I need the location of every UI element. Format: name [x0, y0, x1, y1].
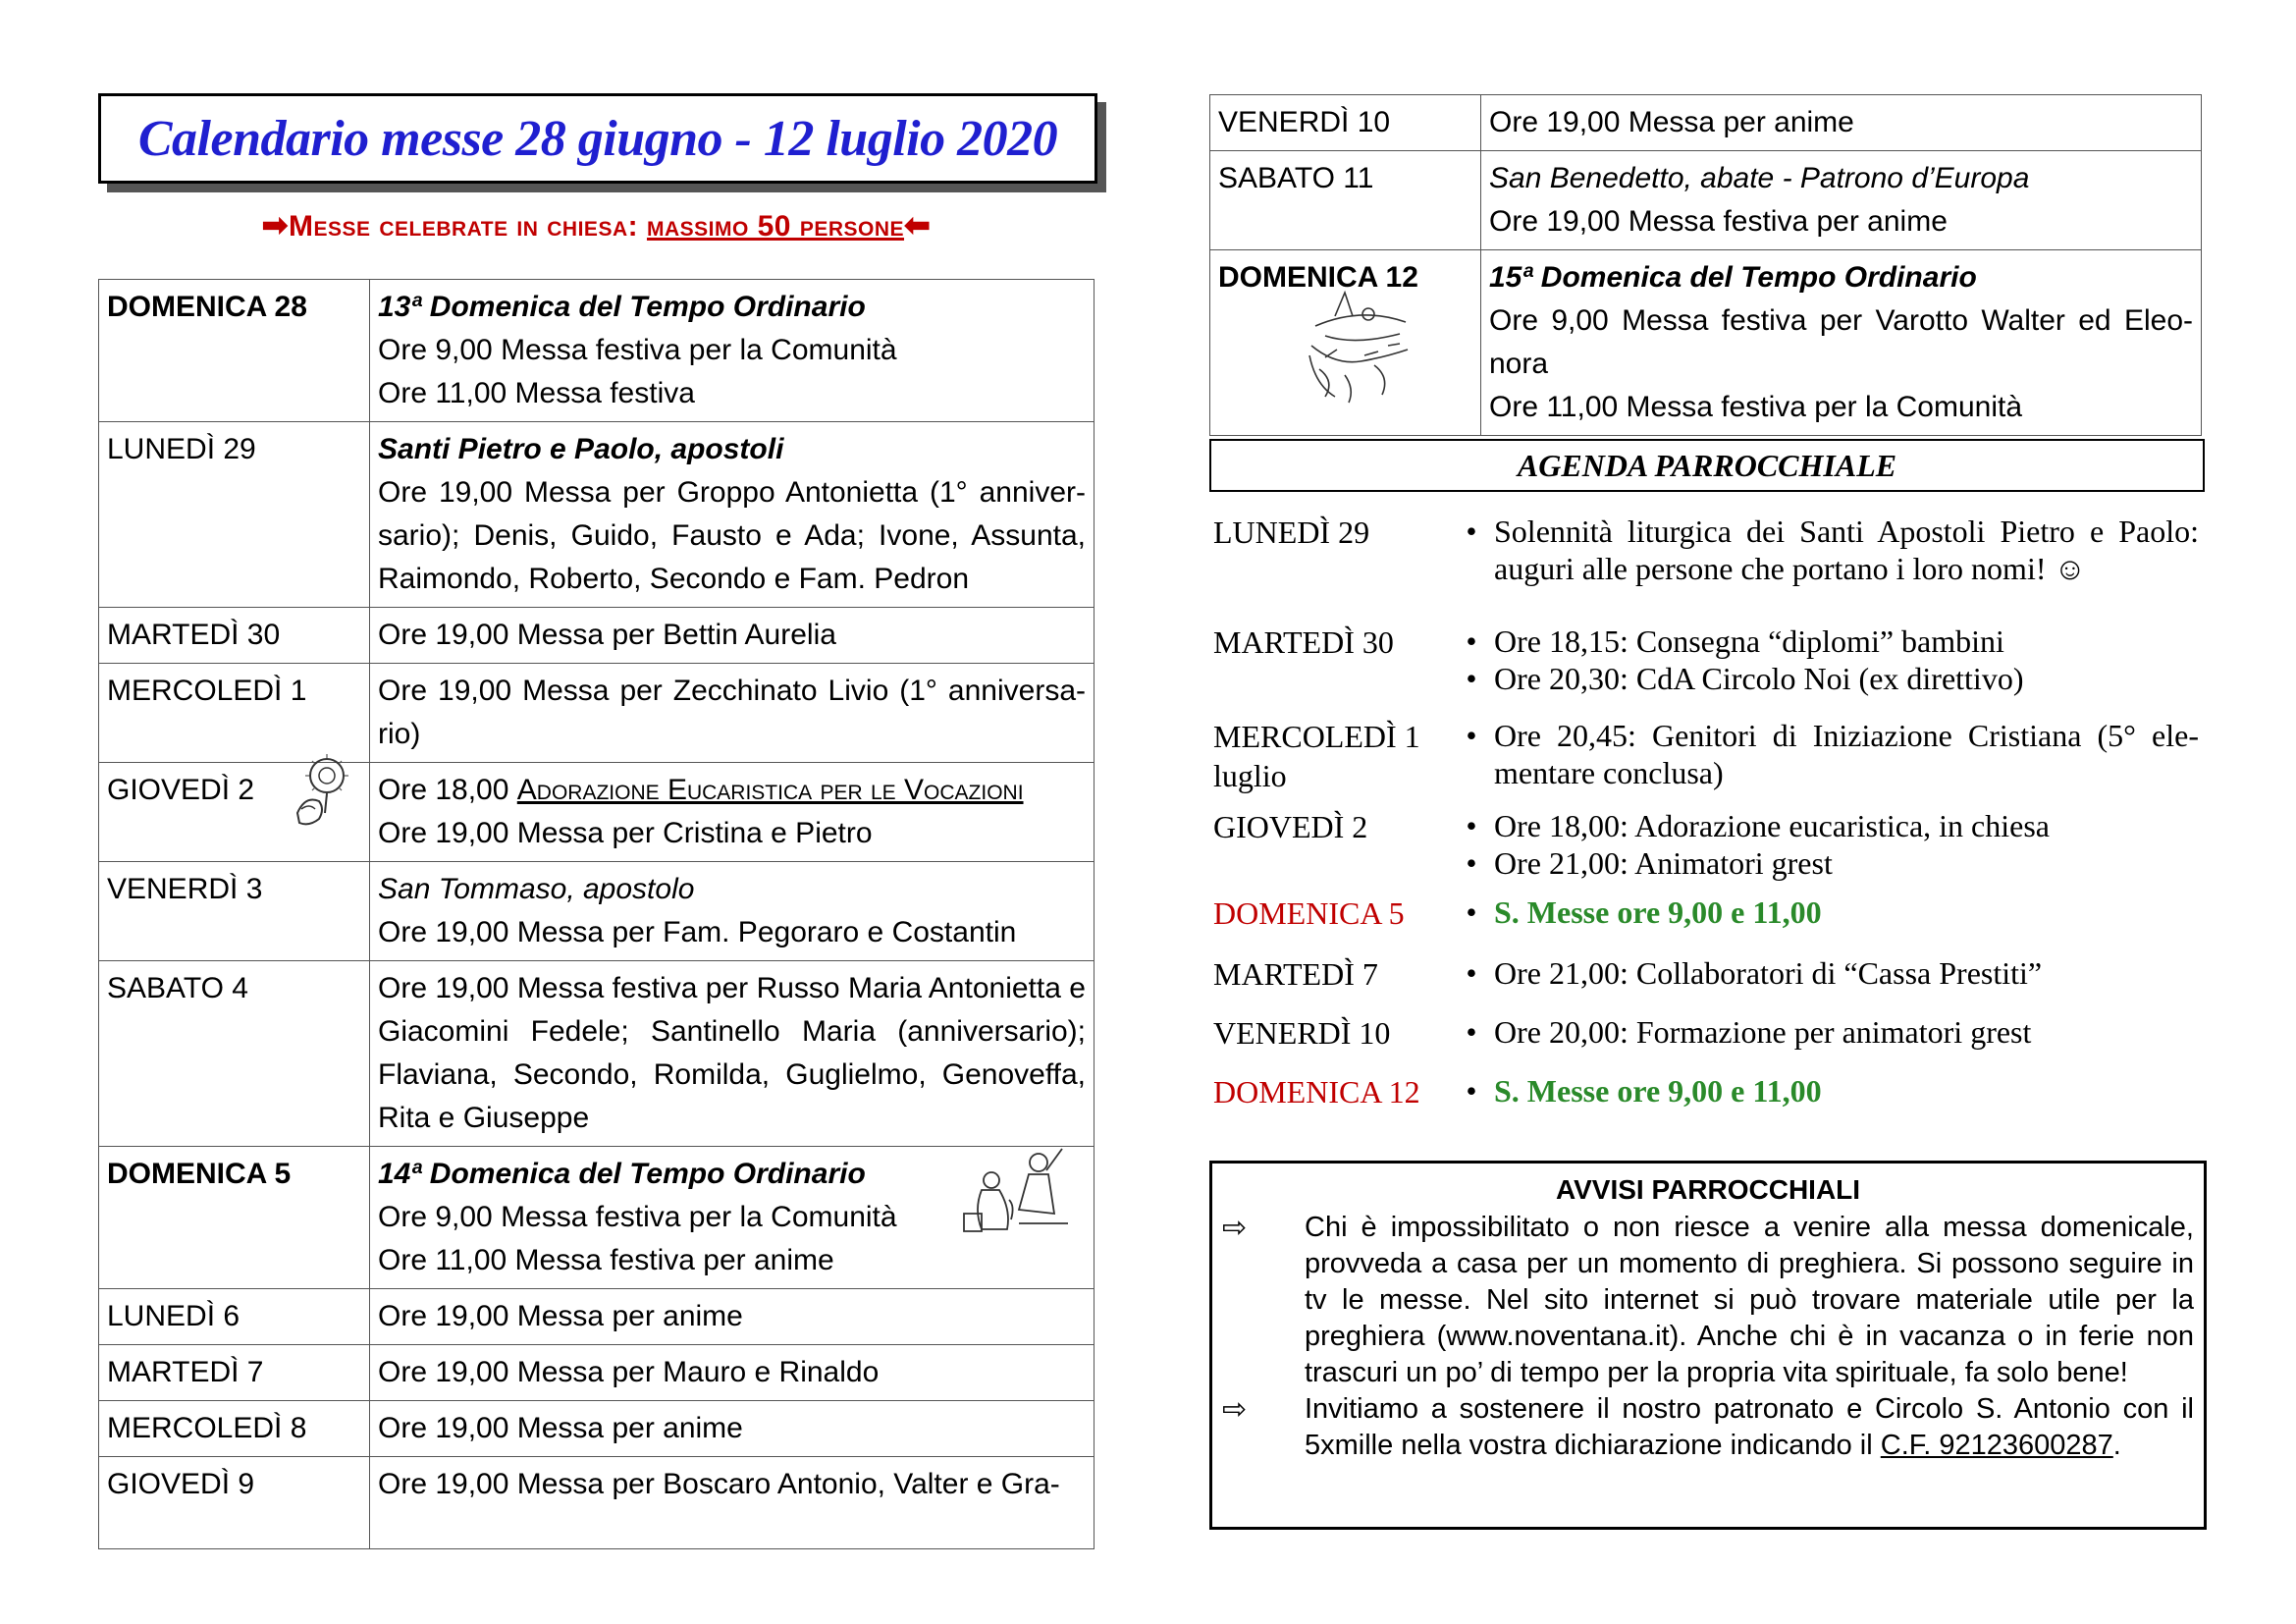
agenda-item-text: Ore 18,00: Adorazione eucaristica, in chiesa — [1494, 808, 2050, 843]
bullet-icon: • — [1466, 1073, 1477, 1109]
mass-line — [1489, 299, 2193, 386]
calendar-row — [1210, 151, 2202, 250]
agenda-row — [1213, 954, 2205, 994]
agenda-row — [1213, 807, 2205, 882]
jesus-preaching-illustration — [960, 1141, 1076, 1235]
bullet-icon: • — [1466, 514, 1477, 549]
page-title-box — [98, 93, 1097, 184]
mass-line-text: Ore 9,00 Messa festiva per la Comunità — [378, 1201, 897, 1233]
agenda-row — [1213, 893, 2205, 933]
mass-line-text: Ore 19,00 Messa festiva per Russo Maria Antonietta e Giacomini Fedele; Santinello Maria (anniversario); Flaviana, Secondo, Romilda, Guglielmo, Genoveffa, Rita e Giuseppe — [378, 972, 1086, 1134]
mass-details-cell — [370, 763, 1095, 862]
mass-line-text: San Benedetto, abate - Patrono d’Europa — [1489, 162, 2030, 194]
mass-line — [378, 1351, 1086, 1394]
miracle-of-fishes-illustration — [1306, 287, 1415, 405]
day-label: DOMENICA 28 — [107, 291, 307, 323]
calendar-row — [99, 763, 1095, 862]
calendar-row — [99, 862, 1095, 961]
mass-details-cell — [1481, 250, 2202, 436]
day-label: MARTEDÌ 7 — [107, 1356, 264, 1388]
mass-line — [378, 1463, 1086, 1506]
mass-details-cell — [370, 664, 1095, 763]
agenda-item — [1449, 1072, 2205, 1110]
mass-line-text: Ore 19,00 Messa per Bettin Aurelia — [378, 619, 836, 651]
mass-line-text: Ore 19,00 Messa per anime — [378, 1412, 743, 1444]
mass-details-cell — [370, 961, 1095, 1147]
fiscal-code: C.F. 92123600287 — [1880, 1430, 2113, 1461]
agenda-row — [1213, 623, 2205, 697]
day-cell — [99, 1289, 370, 1345]
agenda-day: LUNEDÌ 29 — [1213, 514, 1370, 550]
mass-line-text: 15ª Domenica del Tempo Ordinario — [1489, 261, 1977, 294]
avvisi-item — [1212, 1391, 2204, 1464]
mass-line — [1489, 256, 2193, 299]
mass-line-text: Ore 11,00 Messa festiva per la Comunità — [1489, 391, 2023, 423]
mass-line-text: Santi Pietro e Paolo, apostoli — [378, 433, 784, 465]
mass-line — [378, 372, 1086, 415]
mass-line — [378, 812, 1086, 855]
adoration-label: Adorazione Eucaristica per le Vocazioni — [516, 774, 1024, 806]
hollow-arrow-icon: ⇨ — [1222, 1212, 1248, 1244]
avvisi-text — [1305, 1391, 2204, 1464]
bullet-icon: • — [1466, 718, 1477, 753]
day-cell — [99, 862, 370, 961]
mass-line — [378, 471, 1086, 601]
day-cell — [99, 961, 370, 1147]
avvisi-text-part: Invitiamo a sostenere il nostro patronato e Circolo S. Antonio con il 5xmille nella vostra dichiarazione indicando il — [1305, 1393, 2194, 1461]
agenda-item — [1449, 844, 2205, 882]
mass-line-text: Ore 11,00 Messa festiva per anime — [378, 1244, 834, 1276]
mass-line — [378, 868, 1086, 911]
agenda-day: DOMENICA 12 — [1213, 1074, 1420, 1110]
agenda-item-text: Ore 21,00: Animatori grest — [1494, 845, 1833, 881]
calendar-row — [99, 608, 1095, 664]
agenda-item-text: Ore 20,30: CdA Circolo Noi (ex direttivo) — [1494, 661, 2024, 696]
agenda-row — [1213, 717, 2205, 795]
arrow-left-icon: ⬅ — [904, 207, 932, 243]
calendar-row — [99, 1401, 1095, 1457]
day-label: MERCOLEDÌ 1 — [107, 675, 307, 707]
agenda-row — [1213, 513, 2205, 587]
mass-line-text: Ore 19,00 Messa per Zecchinato Livio (1° anniversa-rio) — [378, 675, 1086, 750]
mass-line-text: 13ª Domenica del Tempo Ordinario — [378, 291, 866, 323]
agenda-item — [1449, 513, 2205, 587]
agenda-item-text: Ore 20,00: Formazione per animatori grest — [1494, 1014, 2032, 1050]
mass-line-text: Ore 19,00 Messa per Cristina e Pietro — [378, 817, 873, 849]
day-label: GIOVEDÌ 9 — [107, 1468, 255, 1500]
agenda-day: MARTEDÌ 7 — [1213, 956, 1378, 992]
mass-line-text: Ore 19,00 Messa per Fam. Pegoraro e Costantin — [378, 916, 1017, 948]
mass-details-cell — [370, 1345, 1095, 1401]
mass-details-cell — [370, 1457, 1095, 1549]
bullet-icon: • — [1466, 894, 1477, 930]
avvisi-text: Chi è impossibilitato o non riesce a venire alla messa domenicale, provveda a casa per un momento di preghiera. Si possono seguire in tv le messe. Nel sito internet si può trovare materiale utile per la preghiera (www.noventana.it). Anche chi è in vacanza o in ferie non trascuri un po’ di tempo per la propria vita spirituale, fa solo bene! — [1305, 1212, 2194, 1388]
agenda-list — [1213, 513, 2205, 1111]
day-label: DOMENICA 12 — [1218, 261, 1418, 294]
mass-line — [378, 329, 1086, 372]
bullet-icon: • — [1466, 808, 1477, 843]
agenda-row — [1213, 1013, 2205, 1053]
avvisi-item — [1212, 1210, 2204, 1391]
agenda-row — [1213, 1072, 2205, 1111]
agenda-title: AGENDA PARROCCHIALE — [1209, 439, 2205, 492]
calendar-row — [99, 664, 1095, 763]
agenda-day: MARTEDÌ 30 — [1213, 624, 1394, 660]
mass-line-text: Ore 18,00 — [378, 774, 517, 806]
agenda-item-text: Ore 20,45: Genitori di Iniziazione Cristiana (5° ele-mentare conclusa) — [1494, 718, 2199, 790]
monstrance-icon — [280, 754, 364, 839]
mass-calendar-table-left — [98, 279, 1095, 1549]
mass-line — [378, 967, 1086, 1140]
mass-line — [1489, 386, 2193, 429]
calendar-row — [99, 1289, 1095, 1345]
day-label: GIOVEDÌ 2 — [107, 774, 255, 806]
subtitle-text: Messe celebrate in chiesa: — [288, 210, 647, 243]
agenda-item — [1449, 623, 2205, 660]
mass-details-cell — [370, 280, 1095, 422]
bullet-icon: • — [1466, 845, 1477, 881]
agenda-item — [1449, 954, 2205, 992]
agenda-item-text: Ore 21,00: Collaboratori di “Cassa Prestiti” — [1494, 955, 2043, 991]
bullet-icon: • — [1466, 1014, 1477, 1050]
mass-details-cell — [370, 862, 1095, 961]
day-label: SABATO 11 — [1218, 162, 1374, 194]
agenda-item — [1449, 717, 2205, 791]
day-cell — [99, 280, 370, 422]
subtitle-highlight: massimo 50 persone — [646, 210, 905, 243]
calendar-row — [99, 422, 1095, 608]
day-cell — [1210, 151, 1481, 250]
agenda-day: VENERDÌ 10 — [1213, 1015, 1391, 1051]
agenda-item-text: S. Messe ore 9,00 e 11,00 — [1494, 894, 1822, 930]
mass-line — [378, 1239, 1086, 1282]
mass-details-cell — [1481, 95, 2202, 151]
agenda-item-text: Ore 18,15: Consegna “diplomi” bambini — [1494, 623, 2004, 659]
day-label: VENERDÌ 10 — [1218, 106, 1391, 138]
bullet-icon: • — [1466, 955, 1477, 991]
bullet-icon: • — [1466, 623, 1477, 659]
calendar-row — [99, 961, 1095, 1147]
avvisi-text-end: . — [2112, 1430, 2121, 1461]
agenda-item — [1449, 660, 2205, 697]
mass-line-text: Ore 19,00 Messa per anime — [378, 1300, 743, 1332]
mass-line — [378, 670, 1086, 756]
mass-line — [378, 911, 1086, 954]
mass-details-cell — [1481, 151, 2202, 250]
mass-line-text: Ore 19,00 Messa per Boscaro Antonio, Valter e Gra- — [378, 1468, 1060, 1500]
mass-details-cell — [370, 608, 1095, 664]
calendar-row — [99, 1345, 1095, 1401]
mass-line — [1489, 101, 2193, 144]
calendar-row — [99, 280, 1095, 422]
day-label: DOMENICA 5 — [107, 1158, 292, 1190]
mass-line — [378, 286, 1086, 329]
day-cell — [99, 1401, 370, 1457]
day-cell — [99, 608, 370, 664]
avvisi-title: AVVISI PARROCCHIALI — [1555, 1174, 1861, 1205]
mass-line-text: 14ª Domenica del Tempo Ordinario — [378, 1158, 866, 1190]
mass-line-text: Ore 19,00 Messa per anime — [1489, 106, 1854, 138]
day-label: MARTEDÌ 30 — [107, 619, 281, 651]
mass-line — [378, 769, 1086, 812]
mass-line — [378, 1407, 1086, 1450]
day-cell — [1210, 95, 1481, 151]
agenda-day: GIOVEDÌ 2 — [1213, 809, 1368, 844]
mass-details-cell — [370, 1289, 1095, 1345]
day-cell — [99, 664, 370, 763]
subtitle — [98, 206, 1095, 244]
calendar-row — [1210, 95, 2202, 151]
day-cell — [99, 422, 370, 608]
agenda-day: MERCOLEDÌ 1 luglio — [1213, 719, 1420, 793]
mass-line — [378, 1295, 1086, 1338]
hollow-arrow-icon: ⇨ — [1222, 1393, 1248, 1426]
calendar-row — [99, 1457, 1095, 1549]
arrow-right-icon: ➡ — [261, 207, 289, 243]
agenda-item — [1449, 1013, 2205, 1051]
page-title: Calendario messe 28 giugno - 12 luglio 2020 — [137, 110, 1058, 167]
mass-line — [1489, 157, 2193, 200]
mass-line — [378, 614, 1086, 657]
mass-details-cell — [370, 1401, 1095, 1457]
day-cell — [99, 1457, 370, 1549]
agenda-day: DOMENICA 5 — [1213, 895, 1405, 931]
day-label: SABATO 4 — [107, 972, 248, 1004]
mass-line-text: Ore 9,00 Messa festiva per la Comunità — [378, 334, 897, 366]
day-cell — [99, 1345, 370, 1401]
agenda-item — [1449, 807, 2205, 844]
agenda-item-text: Solennità liturgica dei Santi Apostoli Pietro e Paolo: auguri alle persone che portano i loro nomi! ☺ — [1494, 514, 2199, 586]
mass-line — [1489, 200, 2193, 244]
calendar-row — [99, 1147, 1095, 1289]
bullet-icon: • — [1466, 661, 1477, 696]
day-label: VENERDÌ 3 — [107, 873, 263, 905]
mass-line-text: Ore 19,00 Messa per Groppo Antonietta (1° anniver-sario); Denis, Guido, Fausto e Ada; Ivone, Assunta, Raimondo, Roberto, Secondo e Fam. Pedron — [378, 476, 1086, 595]
mass-line-text: Ore 11,00 Messa festiva — [378, 377, 695, 409]
agenda-item-text: S. Messe ore 9,00 e 11,00 — [1494, 1073, 1822, 1109]
mass-line-text: Ore 9,00 Messa festiva per Varotto Walter ed Eleo-nora — [1489, 304, 2193, 380]
mass-line-text: San Tommaso, apostolo — [378, 873, 695, 905]
day-label: LUNEDÌ 6 — [107, 1300, 240, 1332]
agenda-item — [1449, 893, 2205, 931]
day-label: LUNEDÌ 29 — [107, 433, 256, 465]
mass-details-cell — [370, 422, 1095, 608]
day-cell — [99, 1147, 370, 1289]
mass-line-text: Ore 19,00 Messa per Mauro e Rinaldo — [378, 1356, 880, 1388]
day-label: MERCOLEDÌ 8 — [107, 1412, 307, 1444]
mass-line-text: Ore 19,00 Messa festiva per anime — [1489, 205, 1948, 238]
avvisi-box — [1209, 1161, 2207, 1530]
mass-line — [378, 428, 1086, 471]
